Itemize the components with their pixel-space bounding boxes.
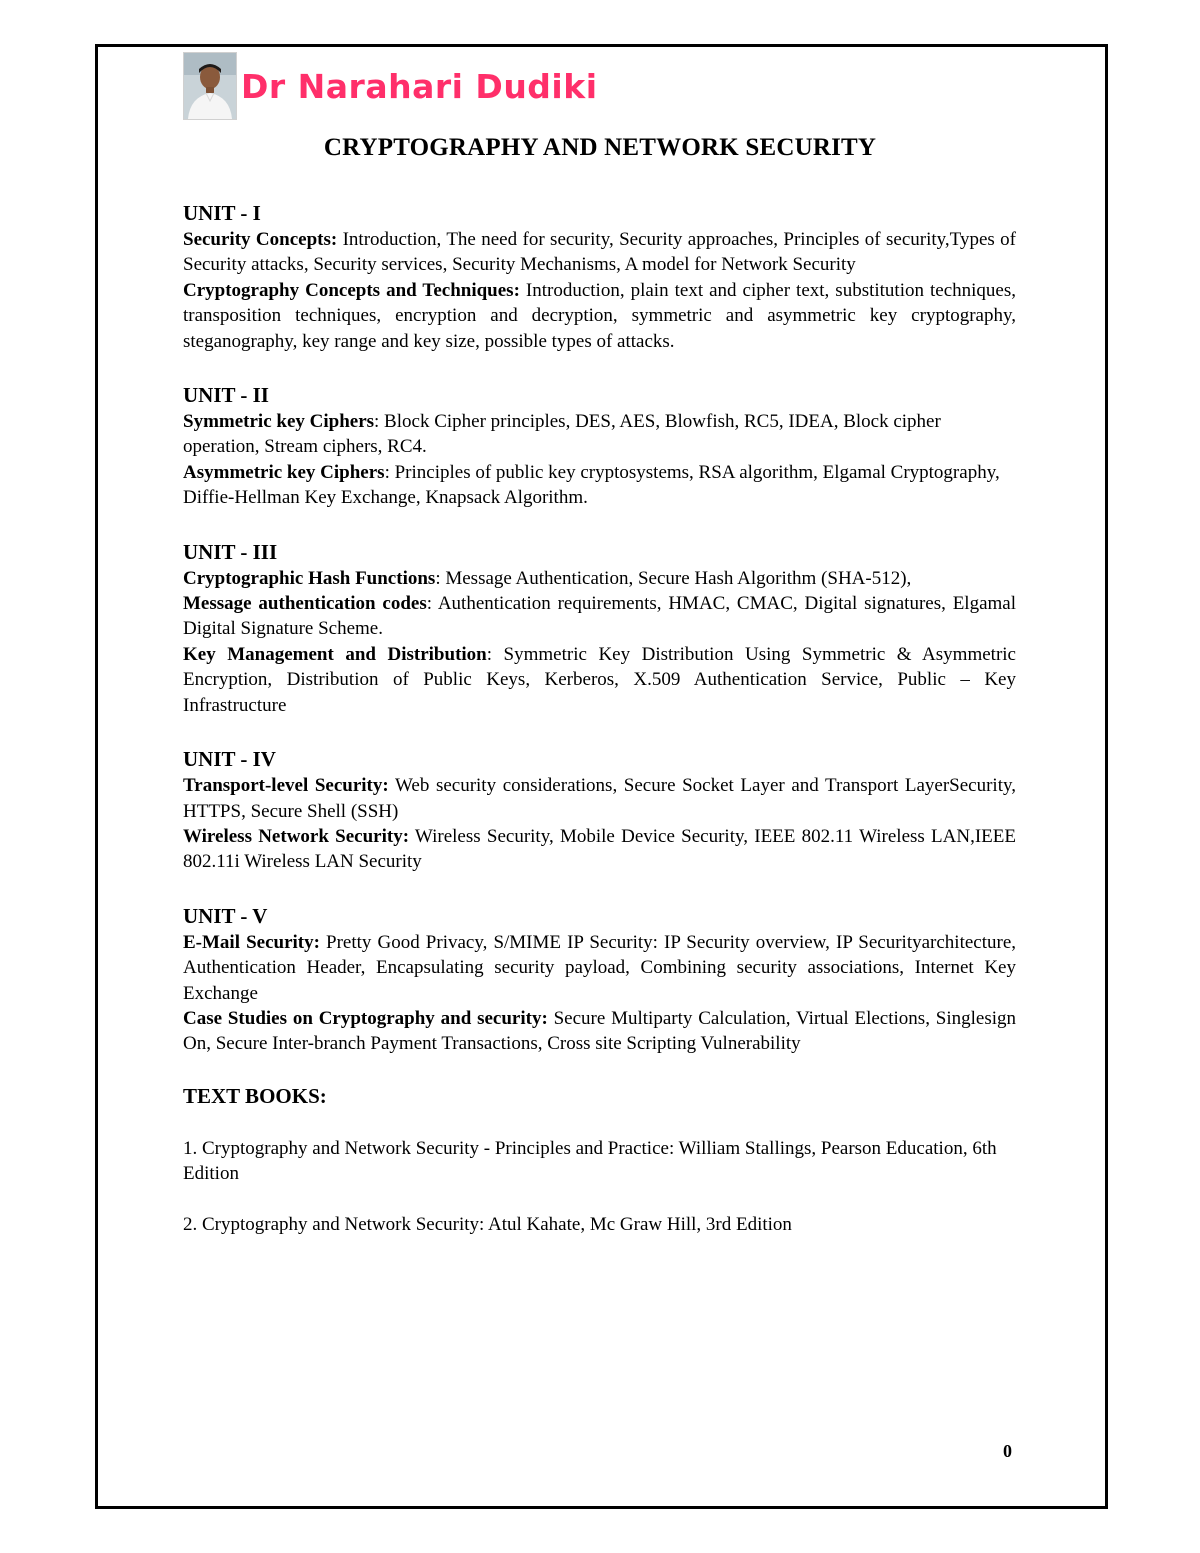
topic-paragraph	[183, 566, 1016, 591]
topic-paragraph	[183, 930, 1016, 1006]
topic-text: Secure Multiparty Calculation, Virtual Elections, Singlesign On, Secure Inter-branch Payment Transactions, Cross site Scripting Vulnerability	[183, 1007, 1016, 1055]
topic-paragraph	[183, 773, 1016, 824]
topic-label: Wireless Network Security:	[183, 825, 410, 847]
unit-heading: UNIT - III	[183, 539, 278, 564]
unit-heading: UNIT - II	[183, 383, 269, 408]
syllabus-content	[183, 200, 1016, 1237]
page-number: 0	[1003, 1441, 1012, 1461]
topic-label: Cryptography Concepts and Techniques:	[183, 279, 520, 301]
topic-paragraph	[183, 278, 1016, 354]
topic-paragraph	[183, 460, 1016, 511]
person-icon	[184, 53, 236, 119]
text-book-item: 2. Cryptography and Network Security: Atul Kahate, Mc Graw Hill, 3rd Edition	[183, 1213, 792, 1235]
topic-text: Web security considerations, Secure Socket Layer and Transport LayerSecurity, HTTPS, Secure Shell (SSH)	[183, 775, 1016, 822]
document-title: CRYPTOGRAPHY AND NETWORK SECURITY	[323, 134, 877, 161]
topic-paragraph	[183, 409, 1016, 460]
topic-paragraph	[183, 227, 1016, 278]
topic-text: : Principles of public key cryptosystems, RSA algorithm, Elgamal Cryptography, Diffie-Hellman Key Exchange, Knapsack Algorithm.	[183, 461, 1000, 509]
topic-label: E-Mail Security:	[183, 931, 320, 953]
unit-2-section	[183, 382, 1016, 511]
topic-paragraph	[183, 642, 1016, 718]
topic-label: Message authentication codes	[183, 593, 427, 615]
author-name: Dr Narahari Dudiki	[241, 66, 598, 106]
topic-label: Transport-level Security:	[183, 775, 389, 797]
topic-text: Introduction, The need for security, Security approaches, Principles of security,Types of Security attacks, Security services, Security Mechanisms, A model for Network Security	[183, 229, 1016, 276]
unit-5-section	[183, 903, 1016, 1057]
unit-heading: UNIT - I	[183, 201, 261, 225]
unit-1-section	[183, 200, 1016, 354]
topic-label: Case Studies on Cryptography and security:	[183, 1007, 548, 1029]
section-spacer	[183, 511, 1016, 539]
topic-label: Security Concepts:	[183, 229, 338, 250]
topic-text: Pretty Good Privacy, S/MIME IP Security: IP Security overview, IP Securityarchitecture, Authentication Header, Encapsulating security payload, Combining security associations, Internet Key Exchange	[183, 931, 1016, 1004]
topic-text: Introduction, plain text and cipher text, substitution techniques, transposition techniques, encryption and decryption, symmetric and asymmetric key cryptography, steganography, key range and key size, possible types of attacks.	[183, 279, 1016, 352]
topic-label: Key Management and Distribution	[183, 643, 487, 665]
section-spacer	[183, 875, 1016, 903]
section-spacer	[183, 1110, 1016, 1136]
unit-3-section	[183, 539, 1016, 718]
topic-text: : Message Authentication, Secure Hash Algorithm (SHA-512),	[435, 567, 912, 589]
text-books-heading: TEXT BOOKS:	[183, 1083, 327, 1108]
author-photo	[183, 52, 237, 120]
section-spacer	[183, 718, 1016, 746]
topic-paragraph	[183, 824, 1016, 875]
section-spacer	[183, 1187, 1016, 1212]
topic-text: : Symmetric Key Distribution Using Symmetric & Asymmetric Encryption, Distribution of Public Keys, Kerberos, X.509 Authentication Service, Public – Key Infrastructure	[183, 643, 1016, 716]
topic-text: Wireless Security, Mobile Device Security, IEEE 802.11 Wireless LAN,IEEE 802.11i Wireless LAN Security	[183, 825, 1016, 873]
topic-label: Cryptographic Hash Functions	[183, 567, 436, 589]
unit-heading: UNIT - IV	[183, 747, 276, 772]
topic-label: Symmetric key Ciphers	[183, 411, 375, 433]
section-spacer	[183, 354, 1016, 382]
topic-text: : Authentication requirements, HMAC, CMAC, Digital signatures, Elgamal Digital Signature Scheme.	[183, 593, 1017, 640]
document-header	[183, 52, 598, 120]
topic-paragraph	[183, 1006, 1016, 1057]
section-spacer	[183, 1057, 1016, 1083]
text-books-section	[183, 1083, 1016, 1237]
text-book-item: 1. Cryptography and Network Security - Principles and Practice: William Stallings, Pearson Education, 6th Edition	[183, 1137, 997, 1185]
unit-heading: UNIT - V	[183, 903, 268, 928]
topic-paragraph	[183, 591, 1016, 642]
topic-label: Asymmetric key Ciphers	[183, 461, 385, 483]
unit-4-section	[183, 746, 1016, 875]
topic-text: : Block Cipher principles, DES, AES, Blowfish, RC5, IDEA, Block cipher operation, Stream ciphers, RC4.	[183, 411, 941, 458]
